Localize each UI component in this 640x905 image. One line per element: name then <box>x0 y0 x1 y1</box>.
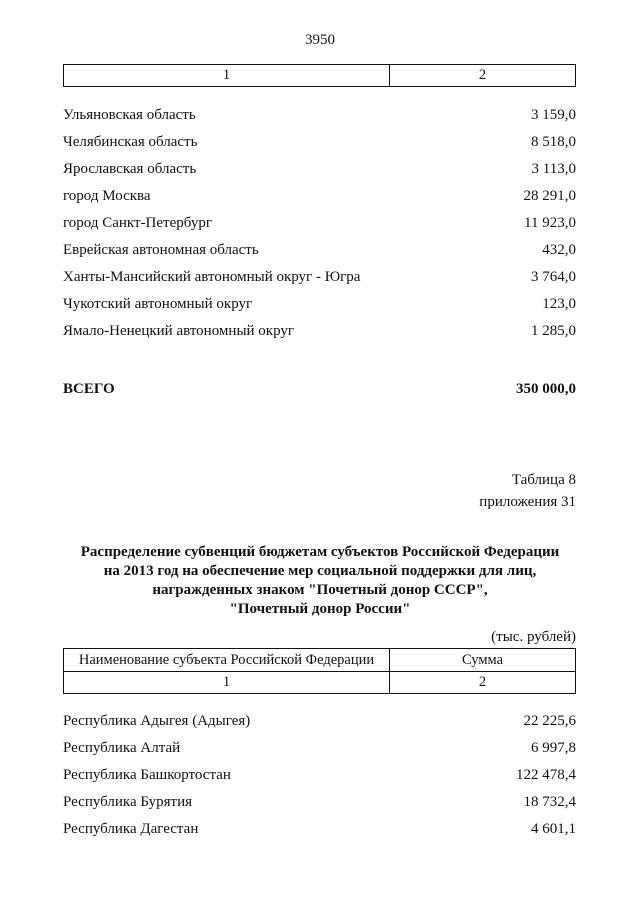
region-name: Челябинская область <box>63 134 198 150</box>
region-name: Республика Башкортостан <box>63 767 231 783</box>
region-amount: 11 923,0 <box>524 215 576 231</box>
region-amount: 123,0 <box>542 296 576 312</box>
appendix-number: приложения 31 <box>479 494 576 510</box>
region-name: Ярославская область <box>63 161 197 177</box>
table-reference <box>479 469 576 513</box>
region-amount: 22 225,6 <box>523 713 576 729</box>
units-label: (тыс. рублей) <box>491 629 576 645</box>
page-number: 3950 <box>305 32 335 48</box>
top-table-rows <box>63 107 576 350</box>
section-title-line: на 2013 год на обеспечение мер социальной поддержки для лиц, <box>103 563 537 579</box>
total-amount: 350 000,0 <box>516 381 576 397</box>
region-amount: 1 285,0 <box>531 323 576 339</box>
total-row <box>63 381 576 398</box>
region-amount: 3 113,0 <box>531 161 576 177</box>
table-row <box>63 296 576 323</box>
column-number-2: 2 <box>478 674 487 690</box>
table-row <box>63 134 576 161</box>
region-name: Республика Адыгея (Адыгея) <box>63 713 251 729</box>
section-title <box>60 543 580 619</box>
region-name: Еврейская автономная область <box>63 242 259 258</box>
column-number-1: 1 <box>64 672 390 693</box>
table-row <box>63 713 576 740</box>
region-amount: 432,0 <box>542 242 576 258</box>
region-name: Республика Алтай <box>63 740 181 756</box>
table-row <box>63 821 576 848</box>
table-row <box>63 107 576 134</box>
table-row <box>63 215 576 242</box>
total-label: ВСЕГО <box>63 381 115 397</box>
table-number: Таблица 8 <box>511 472 576 488</box>
region-amount: 3 764,0 <box>531 269 576 285</box>
table-row <box>63 740 576 767</box>
region-name: Ямало-Ненецкий автономный округ <box>63 323 295 339</box>
section-title-line: награжденных знаком "Почетный донор СССР", <box>152 582 488 598</box>
region-name: Ханты-Мансийский автономный округ - Югра <box>63 269 361 285</box>
region-name: город Москва <box>63 188 151 204</box>
header-sum: Сумма <box>461 652 504 668</box>
region-name: Ульяновская область <box>63 107 196 123</box>
region-name: Республика Дагестан <box>63 821 199 837</box>
top-table-column-numbers <box>63 64 576 87</box>
section-title-line: Распределение субвенций бюджетам субъектов Российской Федерации <box>80 544 560 560</box>
column-number-1: 1 <box>64 65 390 86</box>
column-number-2: 2 <box>478 67 487 83</box>
region-amount: 3 159,0 <box>531 107 576 123</box>
region-amount: 18 732,4 <box>523 794 576 810</box>
bottom-table-header <box>63 648 576 672</box>
bottom-table-column-numbers <box>63 671 576 694</box>
table-row <box>63 188 576 215</box>
table-row <box>63 161 576 188</box>
table-row <box>63 767 576 794</box>
region-amount: 8 518,0 <box>531 134 576 150</box>
region-name: город Санкт-Петербург <box>63 215 212 231</box>
table-row <box>63 794 576 821</box>
region-amount: 28 291,0 <box>523 188 576 204</box>
region-amount: 4 601,1 <box>531 821 576 837</box>
table-row <box>63 269 576 296</box>
bottom-table-rows <box>63 713 576 848</box>
region-name: Чукотский автономный округ <box>63 296 253 312</box>
table-row <box>63 323 576 350</box>
region-amount: 122 478,4 <box>516 767 576 783</box>
header-region-name: Наименование субъекта Российской Федерации <box>64 649 390 671</box>
section-title-line: "Почетный донор России" <box>229 601 411 617</box>
region-name: Республика Бурятия <box>63 794 193 810</box>
table-row <box>63 242 576 269</box>
region-amount: 6 997,8 <box>531 740 576 756</box>
